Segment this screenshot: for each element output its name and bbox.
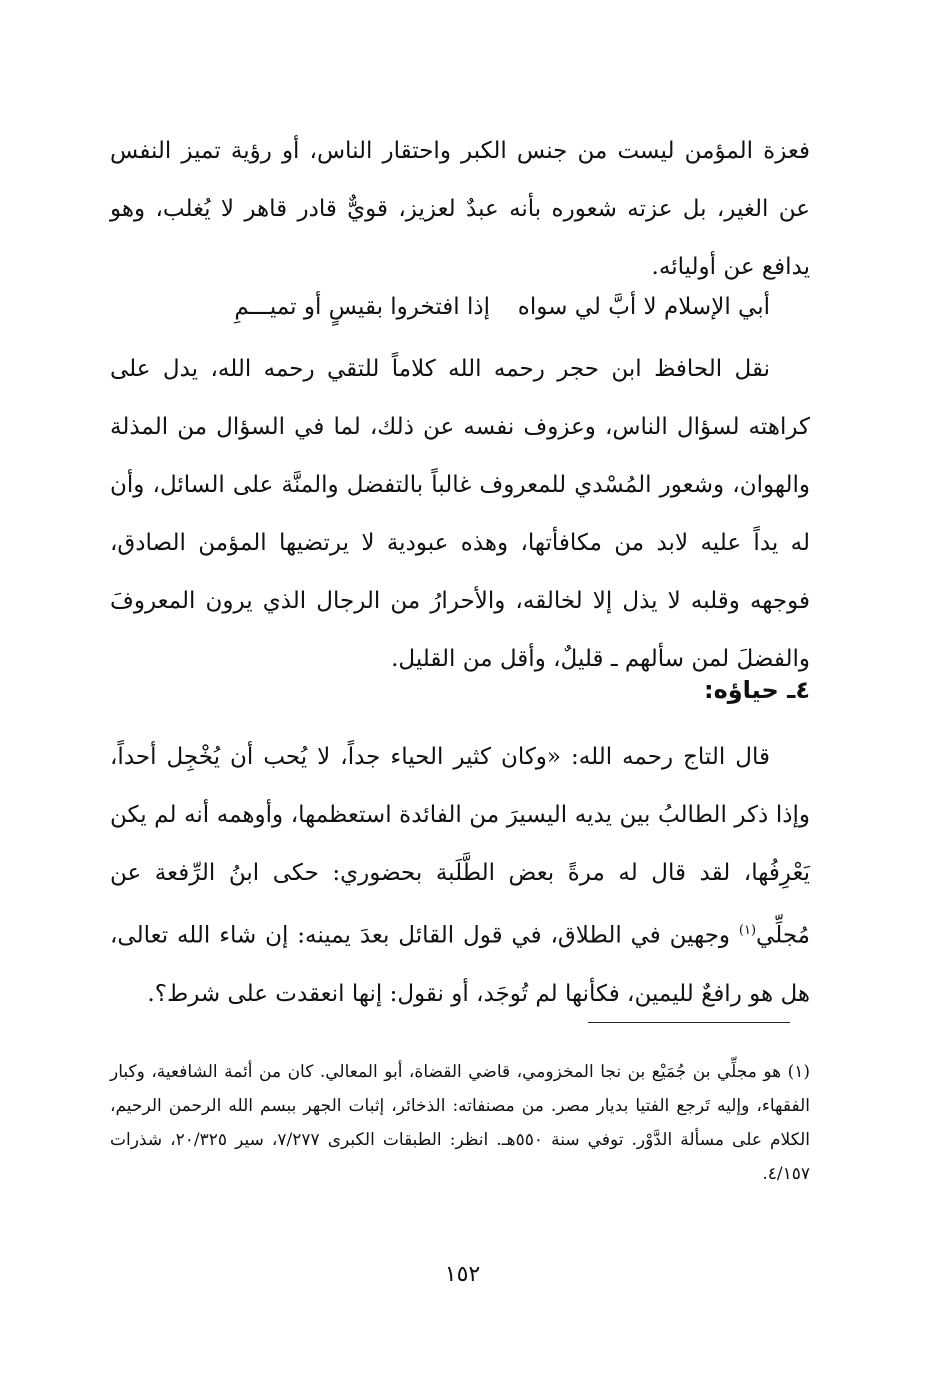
footnote — [110, 1055, 810, 1191]
footnote-marker[interactable]: (١) — [738, 923, 757, 938]
paragraph-taj-text — [110, 728, 810, 1023]
paragraph-ibn-hajar — [110, 340, 810, 688]
poem-first-hemistich: أبي الإسلام لا أبَّ لي سواه — [517, 294, 770, 320]
poem-verse — [110, 286, 810, 336]
poem-second-hemistich: إذا افتخروا بقيسٍ أو تميـــمِ — [234, 294, 490, 320]
paragraph-ibn-hajar-text: نقل الحافظ ابن حجر رحمه الله كلاماً للتقي رحمه الله، يدل على كراهته لسؤال الناس، وعزوف نفسه عن ذلك، لما في السؤال من المذلة والهوان، وشعور المُسْدي للمعروف غالباً بالتفضل والمنَّة على السائل، وأن له يداً عليه لابد من مكافأتها، وهذه عبودية لا يرتضيها المؤمن الصادق، فوجهه وقلبه لا يذل إلا لخالقه، والأحرارُ من الرجال الذي يرون المعروفَ والفضلَ لمن سألهم ـ قليلٌ، وأقل من القليل. — [110, 356, 810, 672]
footnote-text: (١) هو مجلِّي بن جُمَيْع بن نجا المخزومي، قاضي القضاة، أبو المعالي. كان من أئمة الشافعية، وكبار الفقهاء، وإليه تَرجع الفتيا بديار مصر. من مصنفاته: الذخائر، إثبات الجهر ببسم الله الرحمن الرحيم، الكلام على مسألة الدَّوْر. توفي سنة ٥٥٠هـ. انظر: الطبقات الكبرى ٧/٢٧٧، سير ٢٠/٣٢٥، شذرات ٤/١٥٧. — [110, 1062, 810, 1184]
page-number: ١٥٢ — [444, 1262, 481, 1287]
paragraph-taj-part-1: قال التاج رحمه الله: «وكان كثير الحياء جداً، لا يُحب أن يُخْجِل أحداً، وإذا ذكر الطالبُ بين يديه اليسيرَ من الفائدة استعظمها، وأوهمه أنه لم يكن يَعْرِفُها، لقد قال له مرةً بعض الطَّلَبة بحضوري: حكى ابنُ الرِّفعة عن مُجلِّي — [110, 744, 810, 949]
paragraph-taj — [110, 728, 810, 1023]
paragraph-honor-text: فعزة المؤمن ليست من جنس الكبر واحتقار الناس، أو رؤية تميز النفس عن الغير، بل عزته شعوره بأنه عبدٌ لعزيز، قويٌّ قادر قاهر لا يُغلب، وهو يدافع عن أوليائه. — [110, 138, 810, 280]
paragraph-honor — [110, 122, 810, 296]
footnote-separator — [588, 1022, 790, 1023]
paragraph-taj-part-2: وجهين في الطلاق، في قول القائل بعدَ يمينه: إن شاء الله تعالى، هل هو رافعٌ لليمين، فكأنها لم تُوجَد، أو نقول: إنها انعقدت على شرط؟. — [110, 922, 810, 1007]
section-heading-modesty: ٤ـ حياؤه: — [703, 676, 810, 704]
